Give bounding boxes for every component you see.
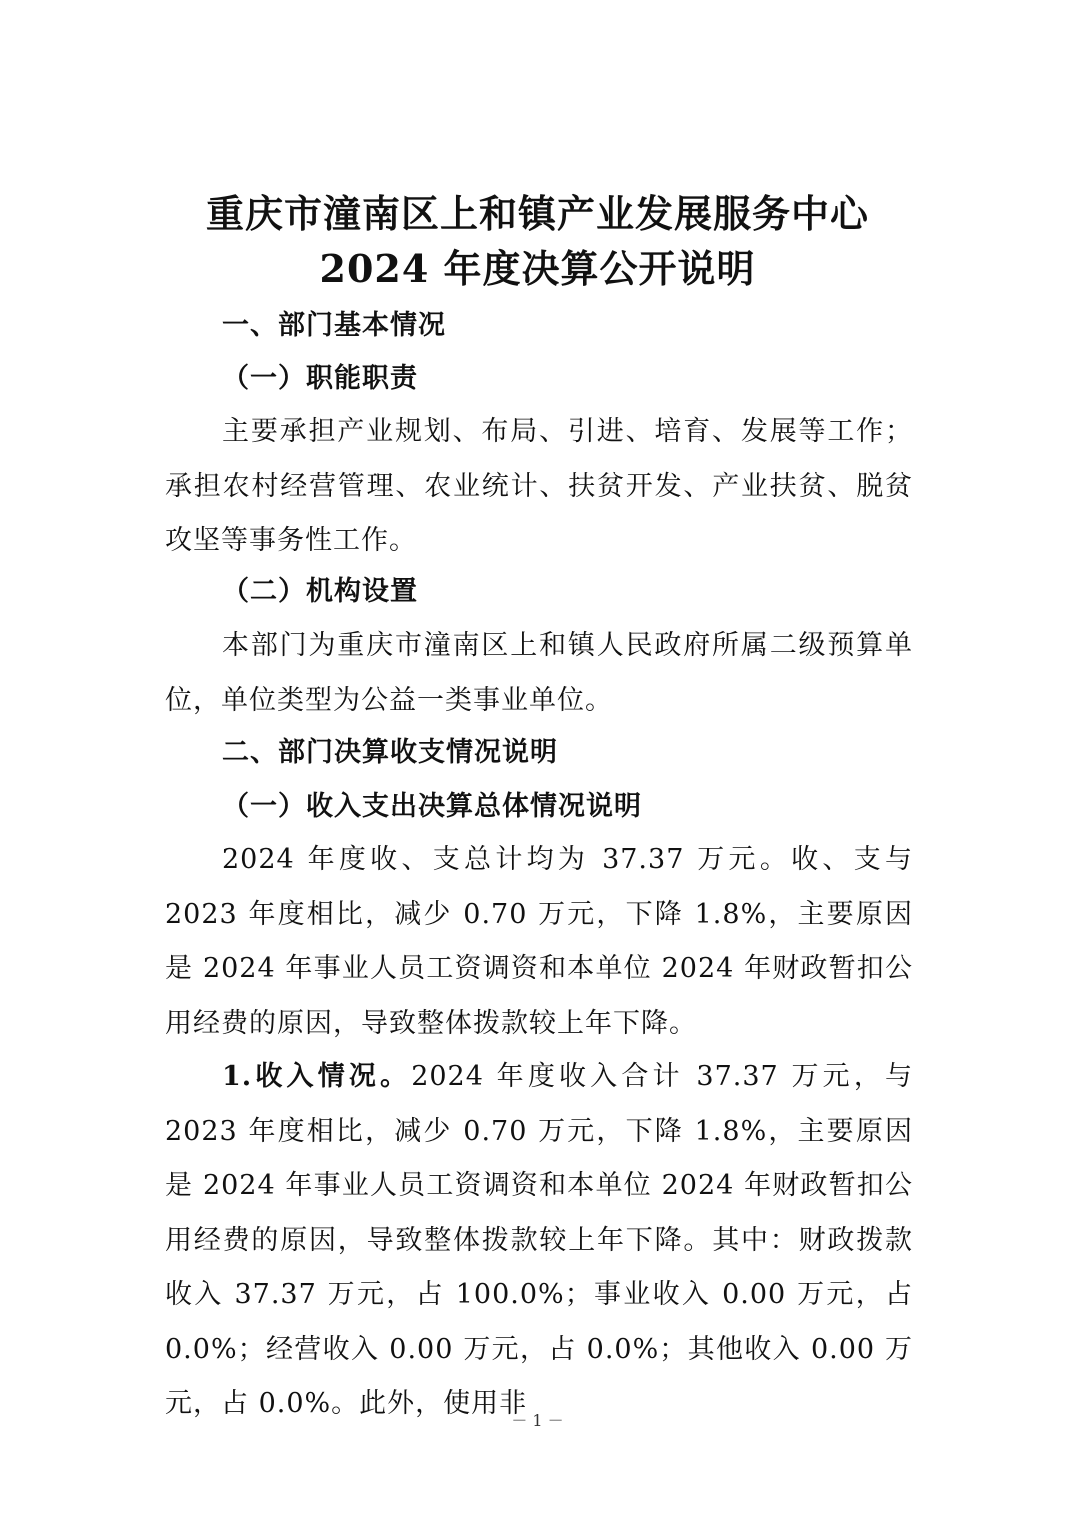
page-number: － 1 － — [511, 1411, 564, 1430]
section2-heading: 二、部门决算收支情况说明 — [222, 737, 558, 768]
section1-sub1-paragraph: 主要承担产业规划、布局、引进、培育、发展等工作；承担农村经营管理、农业统计、扶贫开发、产业扶贫、脱贫攻坚等事务性工作。 — [165, 416, 913, 556]
section1-heading: 一、部门基本情况 — [222, 310, 446, 341]
section1-sub1-heading: （一）职能职责 — [222, 363, 418, 394]
income-label: 1.收入情况。 — [222, 1061, 412, 1092]
document-title-line1: 重庆市潼南区上和镇产业发展服务中心 — [205, 191, 869, 236]
section2-sub1-heading: （一）收入支出决算总体情况说明 — [222, 791, 642, 822]
income-text: 2024 年度收入合计 37.37 万元，与 2023 年度相比，减少 0.70 万元，下降 1.8%，主要原因是 2024 年事业人员工资调资和本单位 2024 年财政暂扣公用经费的原因，导致整体拨款较上年下降。其中：财政拨款收入 37.37 万元，占 100.0%；事业收入 0.00 万元，占 0.0%；经营收入 0.00 万元，占 0.0%；其他收入 0.00 万元，占 0.0%。此外，使用非 — [165, 1061, 913, 1419]
section1-sub2-heading: （二）机构设置 — [222, 576, 418, 607]
section1-sub2-paragraph: 本部门为重庆市潼南区上和镇人民政府所属二级预算单位，单位类型为公益一类事业单位。 — [165, 630, 913, 716]
income-paragraph — [165, 1050, 913, 1432]
section2-sub1-paragraph: 2024 年度收、支总计均为 37.37 万元。收、支与 2023 年度相比，减少 0.70 万元，下降 1.8%，主要原因是 2024 年事业人员工资调资和本单位 2024 年财政暂扣公用经费的原因，导致整体拨款较上年下降。 — [165, 844, 913, 1039]
document-title-line2: 2024 年度决算公开说明 — [319, 246, 756, 291]
